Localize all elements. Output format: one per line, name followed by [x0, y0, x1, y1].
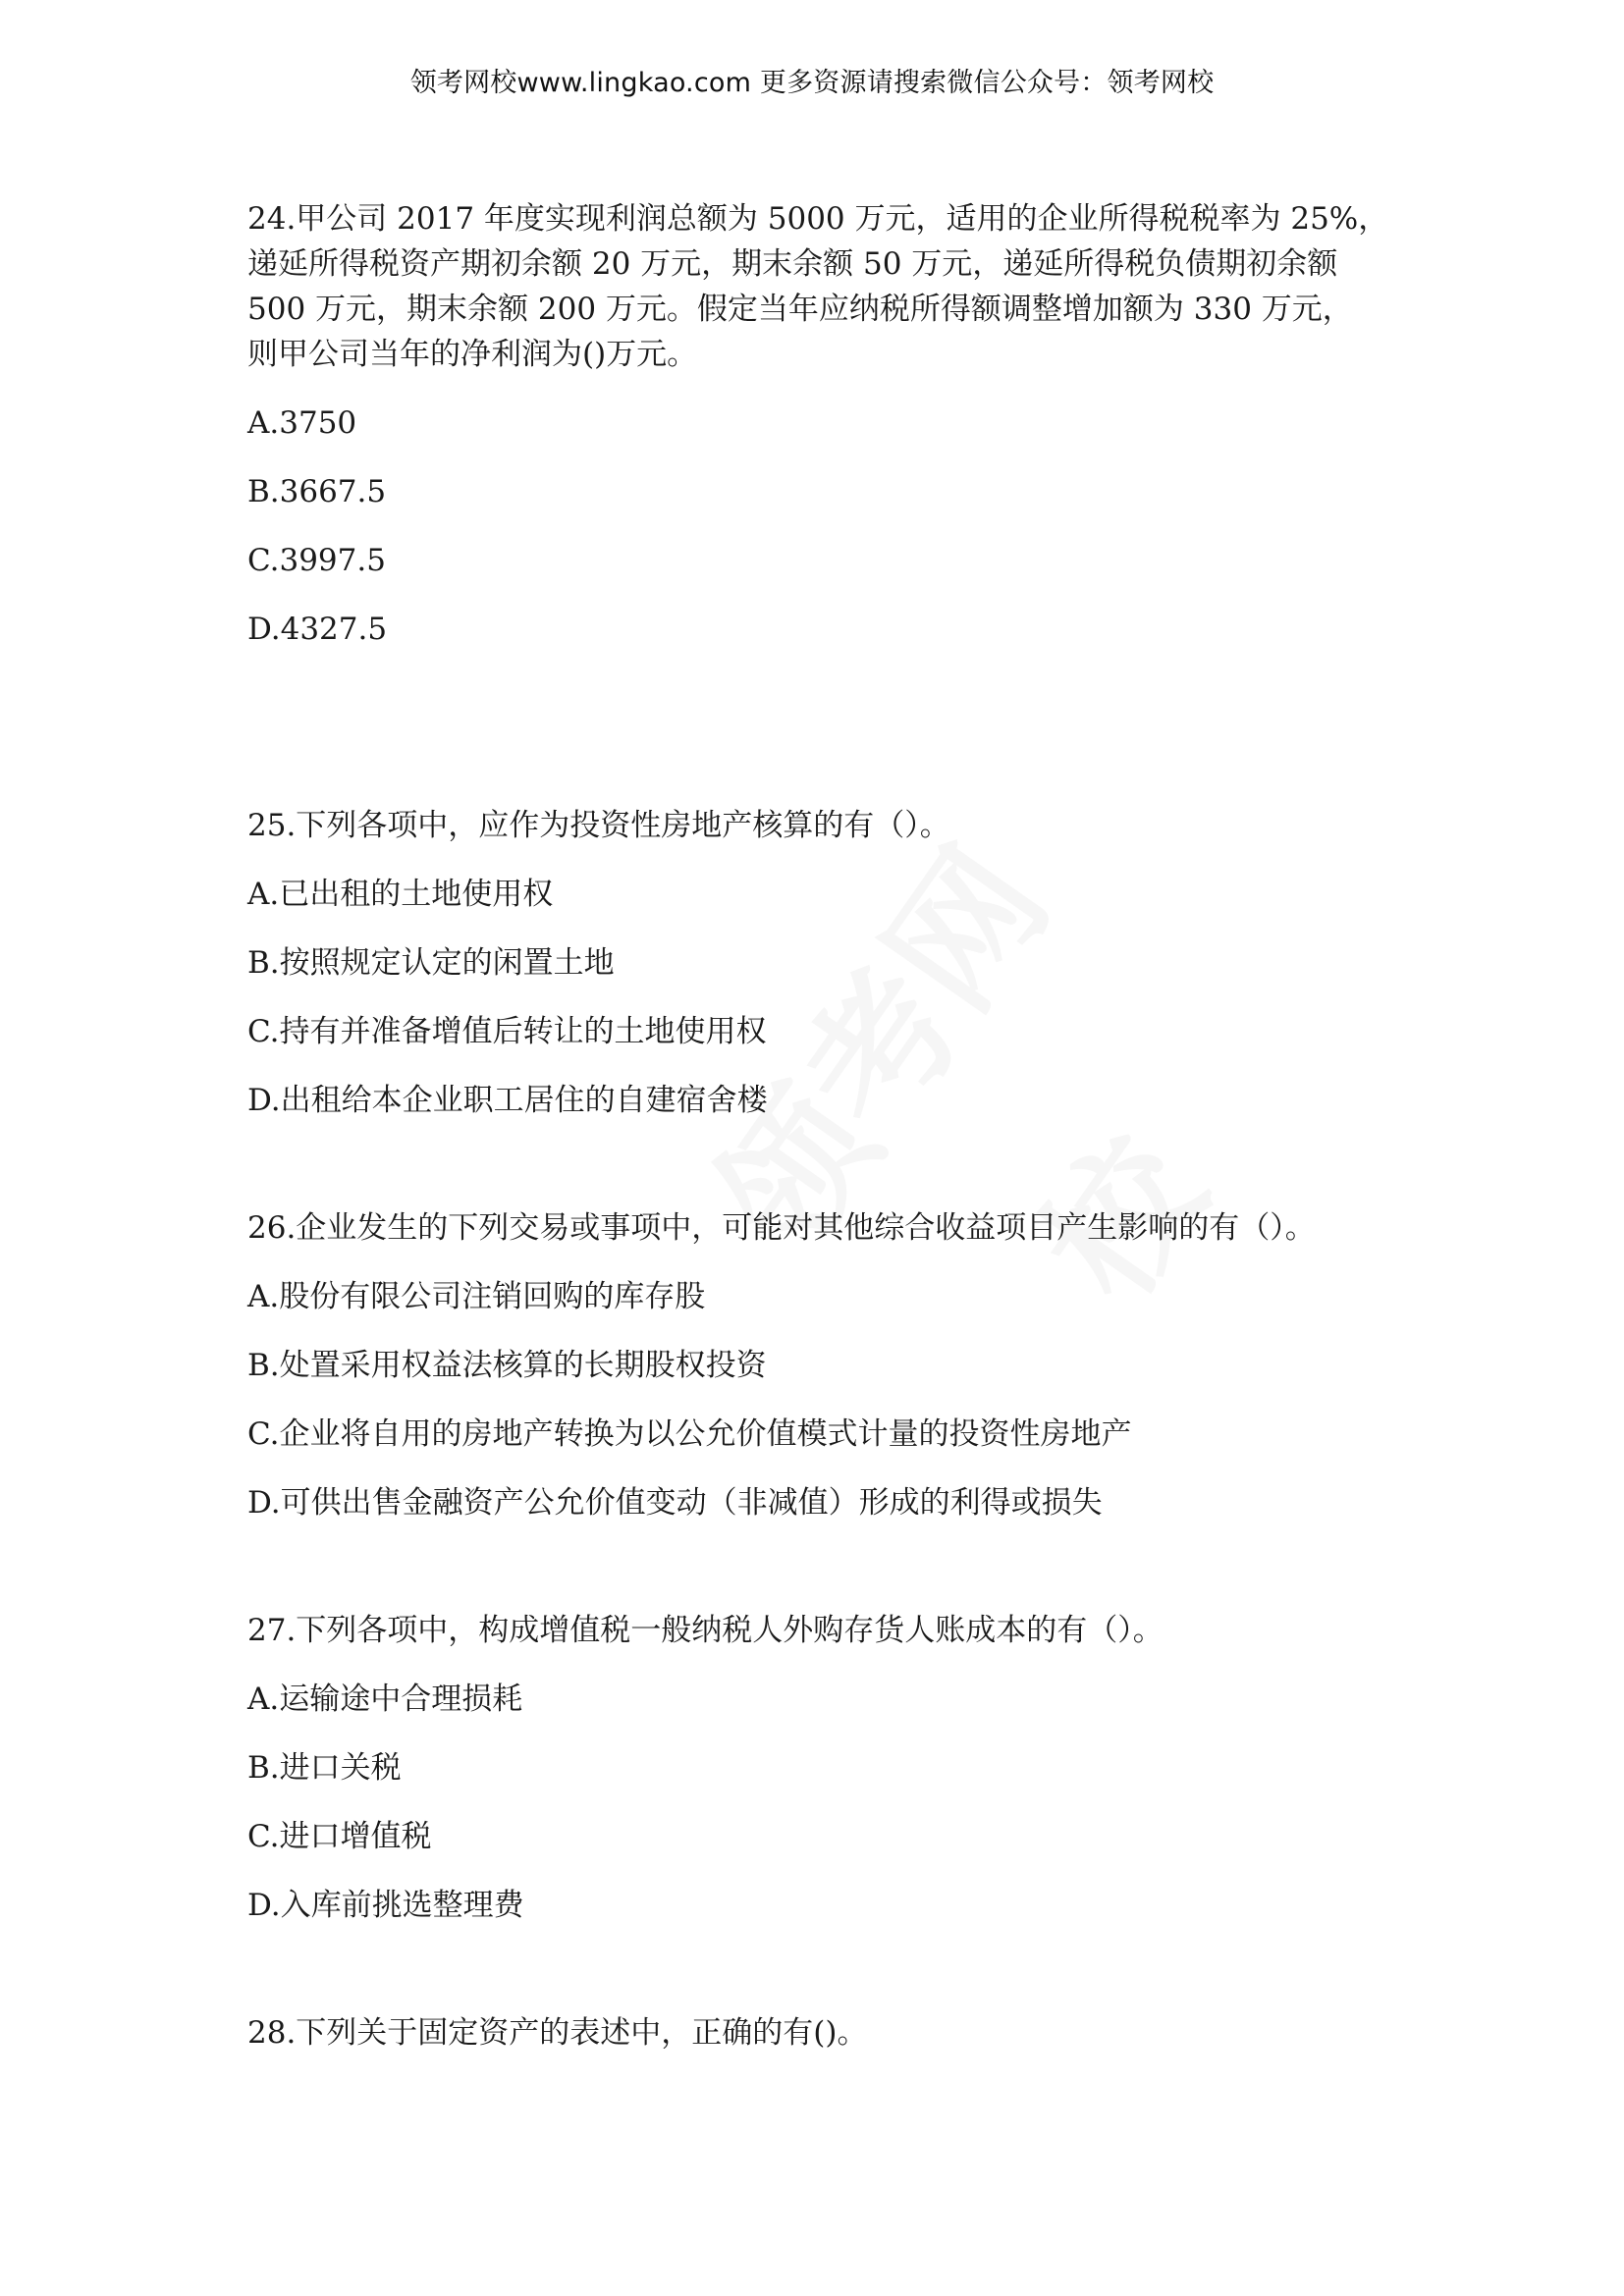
question-26-option-c: C.企业将自用的房地产转换为以公允价值模式计量的投资性房地产 [247, 1416, 1132, 1452]
question-24-stem-line-3: 500 万元，期末余额 200 万元。假定当年应纳税所得额调整增加额为 330 万元， [247, 292, 1353, 327]
question-24-stem [247, 196, 1406, 377]
question-27-option-a: A.运输途中合理损耗 [247, 1682, 523, 1717]
question-27-stem: 27.下列各项中，构成增值税一般纳税人外购存货人账成本的有（）。 [247, 1613, 1164, 1648]
question-24-stem-line-4: 则甲公司当年的净利润为()万元。 [247, 337, 698, 372]
question-24-stem-line-1: 24.甲公司 2017 年度实现利润总额为 5000 万元，适用的企业所得税税率为 25%， [247, 201, 1389, 237]
question-26 [247, 1205, 1406, 1525]
question-25 [247, 803, 1406, 1123]
question-28 [247, 2010, 1406, 2056]
question-24-option-a: A.3750 [247, 405, 357, 441]
question-27-option-d: D.入库前挑选整理费 [247, 1888, 524, 1923]
question-27-option-b: B.进口关税 [247, 1750, 402, 1786]
question-27-option-c: C.进口增值税 [247, 1819, 432, 1854]
question-26-stem: 26.企业发生的下列交易或事项中，可能对其他综合收益项目产生影响的有（）。 [247, 1210, 1316, 1246]
question-25-stem: 25.下列各项中，应作为投资性房地产核算的有（）。 [247, 808, 950, 843]
question-24-option-c: C.3997.5 [247, 543, 386, 578]
question-26-option-a: A.股份有限公司注销回购的库存股 [247, 1279, 706, 1314]
question-26-option-d: D.可供出售金融资产公允价值变动（非减值）形成的利得或损失 [247, 1485, 1103, 1521]
question-27 [247, 1608, 1406, 1928]
page-header: 领考网校www.lingkao.com 更多资源请搜索微信公众号：领考网校 [409, 68, 1215, 98]
document-body [247, 196, 1406, 2056]
question-26-option-b: B.处置采用权益法核算的长期股权投资 [247, 1348, 767, 1383]
question-25-option-b: B.按照规定认定的闲置土地 [247, 945, 615, 981]
question-25-option-c: C.持有并准备增值后转让的土地使用权 [247, 1014, 767, 1049]
question-28-stem: 28.下列关于固定资产的表述中，正确的有()。 [247, 2015, 868, 2051]
question-25-option-d: D.出租给本企业职工居住的自建宿舍楼 [247, 1083, 768, 1118]
question-24-option-d: D.4327.5 [247, 612, 388, 647]
question-25-option-a: A.已出租的土地使用权 [247, 877, 554, 912]
question-24-option-b: B.3667.5 [247, 474, 387, 509]
question-24 [247, 196, 1406, 652]
question-24-stem-line-2: 递延所得税资产期初余额 20 万元，期末余额 50 万元，递延所得税负债期初余额 [247, 246, 1338, 282]
